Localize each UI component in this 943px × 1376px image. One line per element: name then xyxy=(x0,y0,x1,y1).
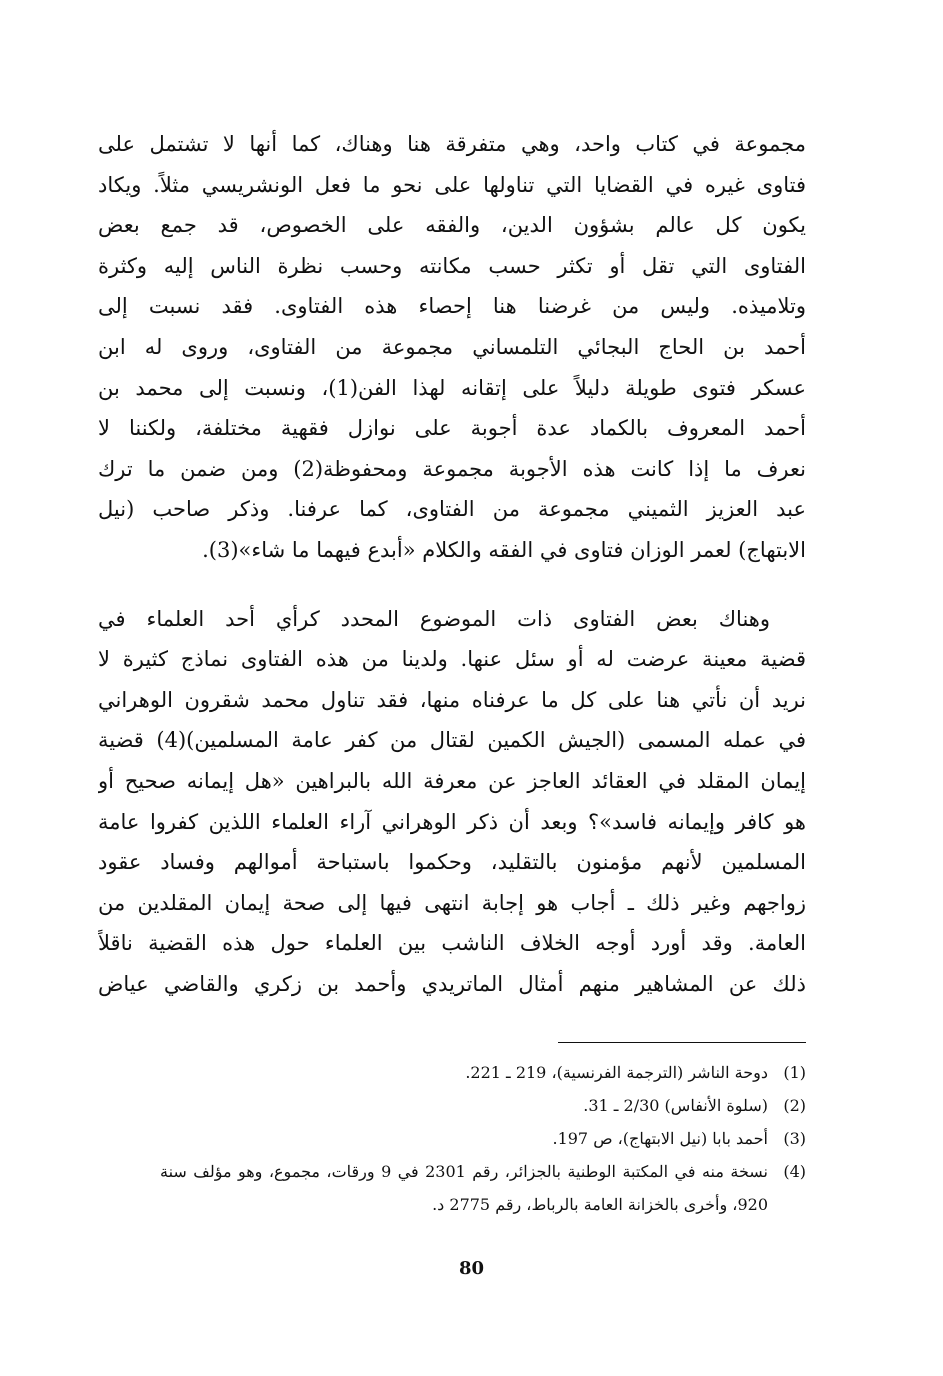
text-line: في عمله المسمى (الجيش الكمين لقتال من كفر عامة المسلمين)(4) قضية xyxy=(98,728,806,753)
text-line: قضية معينة عرضت له أو سئل عنها. ولدينا من هذه الفتاوى نماذج كثيرة لا xyxy=(98,647,806,672)
text-line: هو كافر وإيمانه فاسد»؟ وبعد أن ذكر الوهراني آراء العلماء اللذين كفروا عامة xyxy=(98,809,806,834)
text-line: وهناك بعض الفتاوى ذات الموضوع المحدد كرأي أحد العلماء في xyxy=(98,606,770,631)
text-line: المسلمين لأنهم مؤمنون بالتقليد، وحكموا باستباحة أموالهم وفساد عقود xyxy=(98,850,806,875)
footnote-number: (4) xyxy=(783,1162,806,1181)
text-line: الابتهاج) لعمر الوزان فتاوى في الفقه والكلام «أبدع فيهما ما شاء»(3). xyxy=(202,537,806,562)
text-line: نريد أن نأتي هنا على كل ما عرفناه منها، فقد تناول محمد شقرون الوهراني xyxy=(98,687,806,712)
text-line: ذلك عن المشاهير منهم أمثال الماتريدي وأحمد بن زكري والقاضي عياض xyxy=(98,971,806,996)
main-text xyxy=(98,124,806,1004)
text-line: فتاوى غيره في القضايا التي تناولها على نحو ما فعل الونشريسي مثلاً. ويكاد xyxy=(98,172,806,197)
footnote-4 xyxy=(160,1155,806,1221)
text-line: أحمد المعروف بالكماد عدة أجوبة على نوازل فقهية مختلفة، ولكننا لا xyxy=(98,416,806,441)
footnote-number: (2) xyxy=(783,1096,806,1115)
text-line: عبد العزيز الثميني مجموعة من الفتاوى، كما عرفنا. وذكر صاحب (نيل xyxy=(98,497,806,522)
text-line: مجموعة في كتاب واحد، وهي متفرقة هنا وهناك، كما أنها لا تشتمل على xyxy=(98,132,806,156)
footnote-separator xyxy=(558,1042,806,1043)
text-line: الفتاوى التي تقل أو تكثر حسب مكانته وحسب نظرة الناس إليه وكثرة xyxy=(98,253,806,278)
footnote-text: أحمد بابا (نيل الابتهاج)، ص 197. xyxy=(552,1129,768,1148)
text-line: زواجهم وغير ذلك ـ أجاب هو إجابة انتهى فيها إلى صحة إيمان المقلدين من xyxy=(98,890,806,915)
paragraph-1 xyxy=(98,124,806,571)
footnote-number: (3) xyxy=(783,1129,806,1148)
paragraph-gap xyxy=(98,571,806,599)
text-line: يكون كل عالم بشؤون الدين، والفقه على الخصوص، قد جمع بعض xyxy=(98,213,806,238)
text-line: عسكر فتوى طويلة دليلاً على إتقانه لهذا الفن(1)، ونسبت إلى محمد بن xyxy=(98,375,806,400)
footnote-2 xyxy=(160,1089,806,1122)
footnote-text: (سلوة الأنفاس) 2/30 ـ 31. xyxy=(583,1096,768,1115)
page-number: 80 xyxy=(458,1258,485,1279)
text-line: إيمان المقلد في العقائد العاجز عن معرفة الله بالبراهين «هل إيمانه صحيح أو xyxy=(98,768,806,793)
text-line: العامة. وقد أورد أوجه الخلاف الناشب بين العلماء حول هذه القضية ناقلاً xyxy=(98,931,806,956)
footnote-3 xyxy=(160,1122,806,1155)
footnote-text: دوحة الناشر (الترجمة الفرنسية)، 219 ـ 221. xyxy=(465,1063,768,1082)
footnotes xyxy=(160,1056,806,1221)
footnote-1 xyxy=(160,1056,806,1089)
paragraph-2 xyxy=(98,599,806,1005)
text-line: وتلاميذه. وليس من غرضنا هنا إحصاء هذه الفتاوى. فقد نسبت إلى xyxy=(98,294,806,319)
footnote-number: (1) xyxy=(783,1063,806,1082)
footnote-text: نسخة منه في المكتبة الوطنية بالجزائر، رقم 2301 في 9 ورقات، مجموع، وهو مؤلف سنة 920، وأخرى بالخزانة العامة بالرباط، رقم 2775 د. xyxy=(160,1162,768,1214)
text-line: أحمد بن الحاج البجائي التلمساني مجموعة من الفتاوى، وروى له ابن xyxy=(98,334,806,359)
text-line: نعرف ما إذا كانت هذه الأجوبة مجموعة ومحفوظة(2) ومن ضمن ما ترك xyxy=(98,456,806,481)
